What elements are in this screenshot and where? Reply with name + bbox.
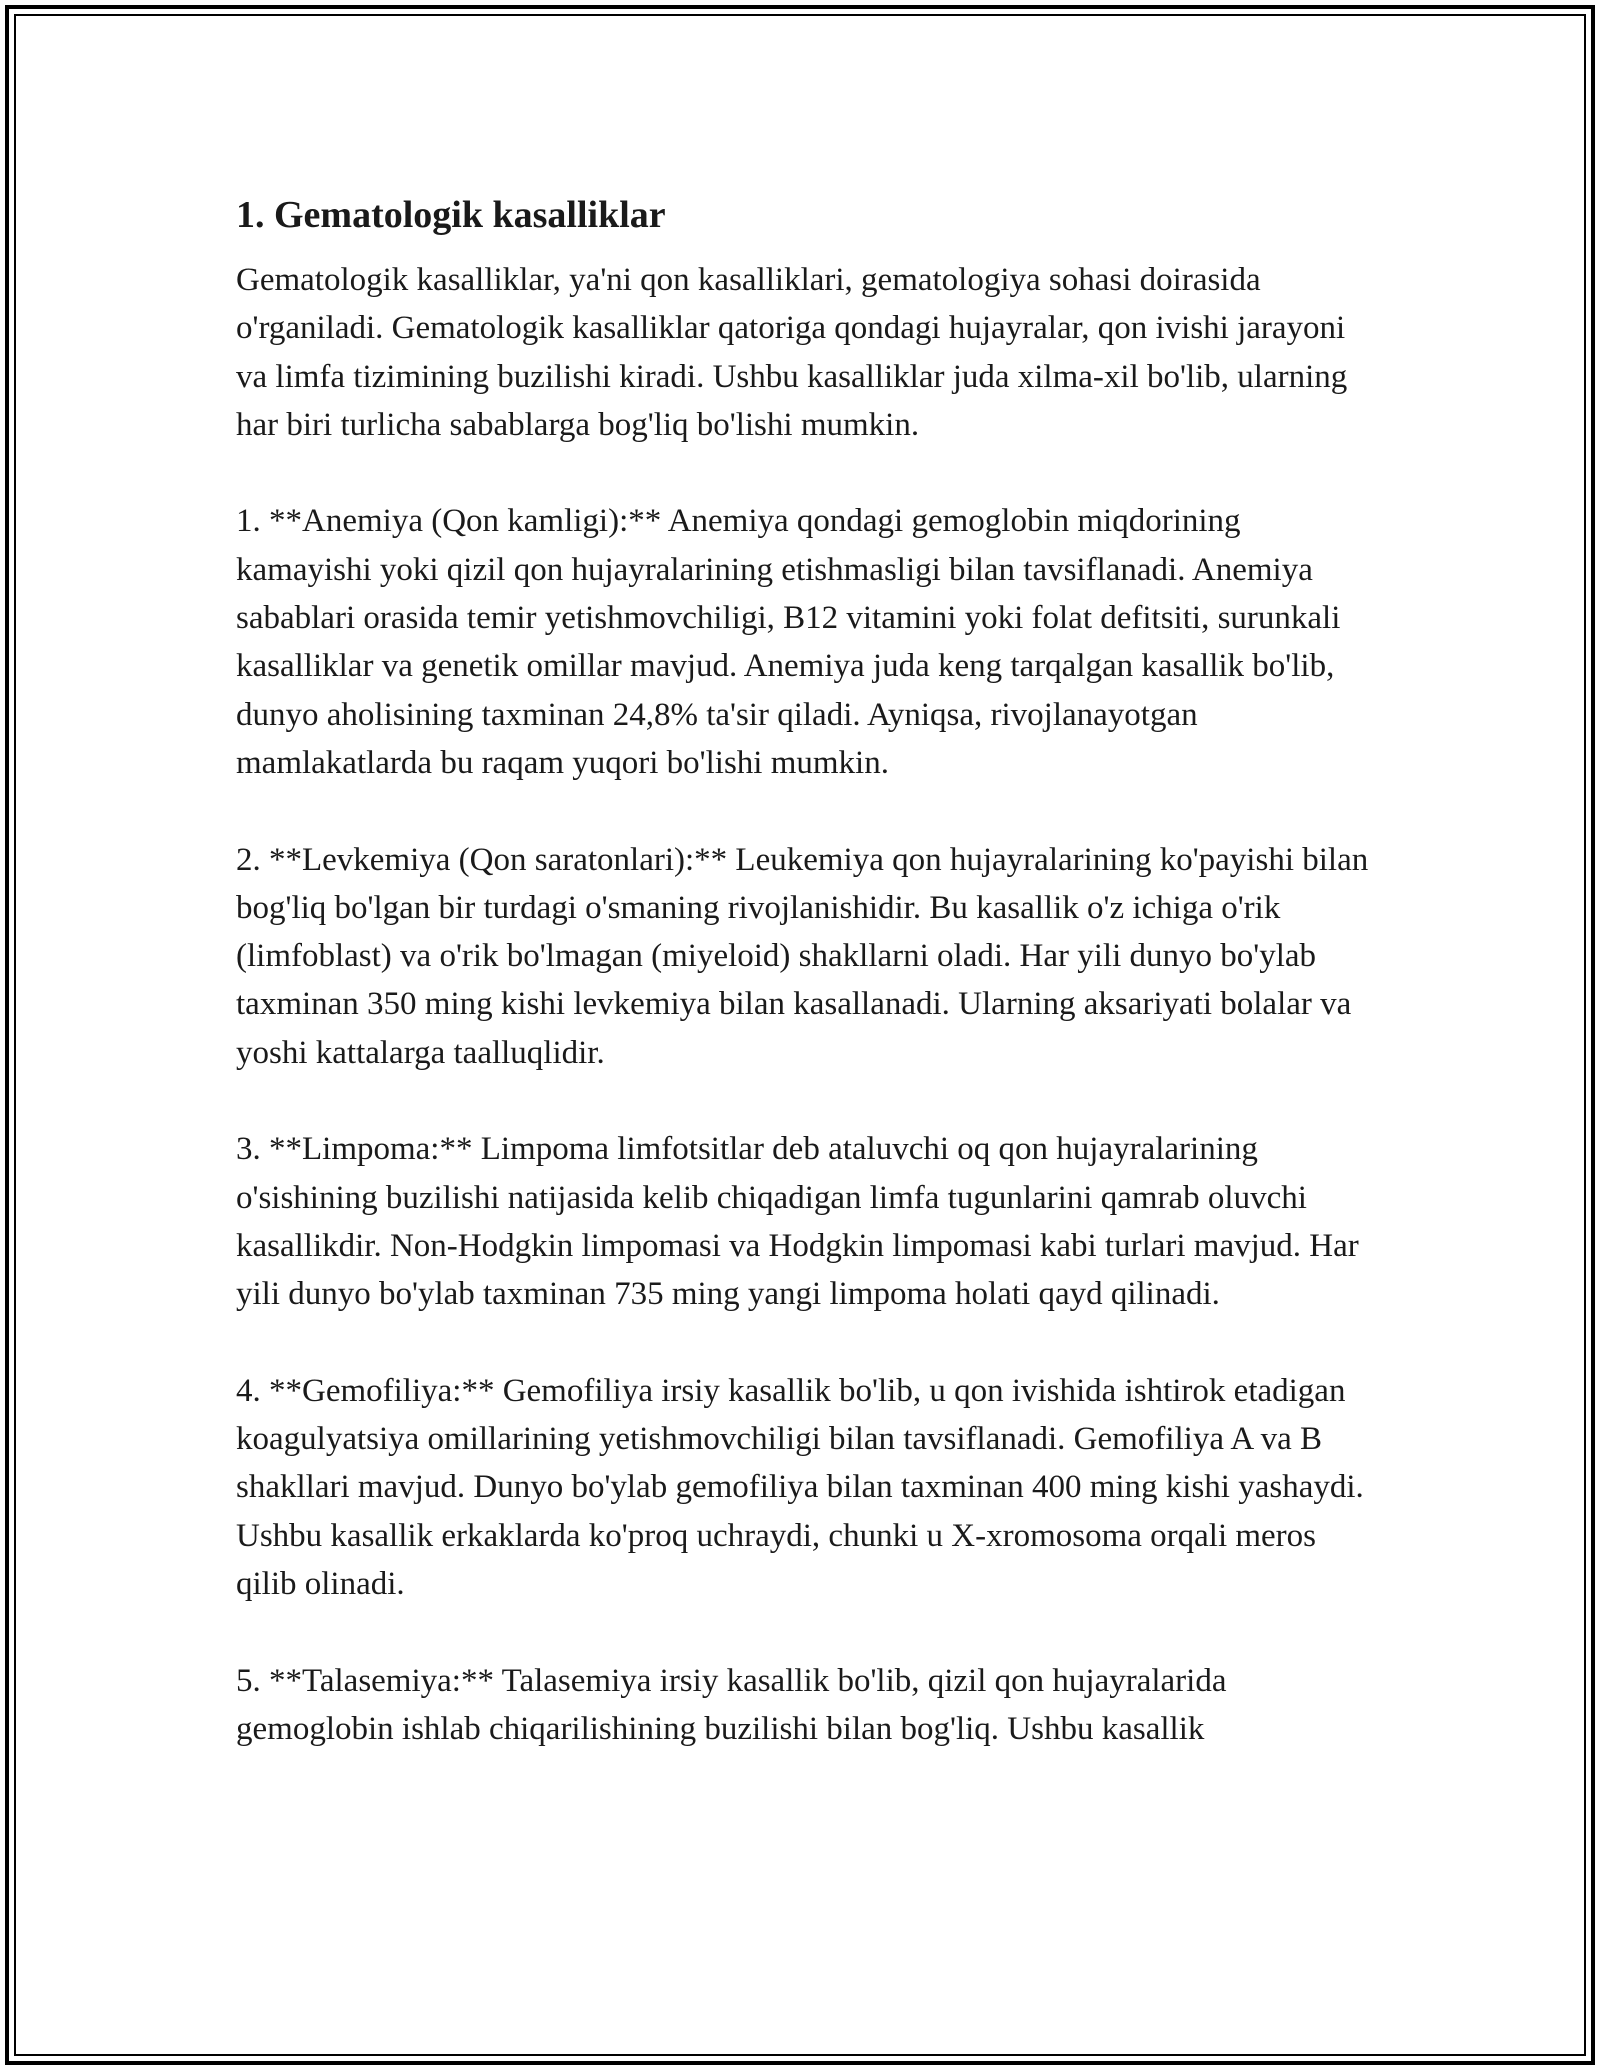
intro-paragraph: Gematologik kasalliklar, ya'ni qon kasalliklari, gematologiya sohasi doirasida o'rganiladi. Gematologik kasalliklar qatoriga qondagi hujayralar, qon ivishi jarayoni va limfa tizimining buzilishi kiradi. Ushbu kasalliklar juda xilma-xil bo'lib, ularning har biri turlicha sabablarga bog'liq bo'lishi mumkin. (236, 262, 1348, 443)
list-item-anemiya: 1. **Anemiya (Qon kamligi):** Anemiya qondagi gemoglobin miqdorining kamayishi yoki qizil qon hujayralarining etishmasligi bilan tavsiflanadi. Anemiya sabablari orasida temir yetishmovchiligi, B12 vitamini yoki folat defitsiti, surunkali kasalliklar va genetik omillar mavjud. Anemiya juda keng tarqalgan kasallik bo'lib, dunyo aholisining taxminan 24,8% ta'sir qiladi. Ayniqsa, rivojlanayotgan mamlakatlarda bu raqam yuqori bo'lishi mumkin. (236, 503, 1341, 781)
list-item-talasemiya: 5. **Talasemiya:** Talasemiya irsiy kasallik bo'lib, qizil qon hujayralarida gemoglobin ishlab chiqarilishining buzilishi bilan bog'liq. Ushbu kasallik (236, 1662, 1227, 1747)
list-item-gemofiliya: 4. **Gemofiliya:** Gemofiliya irsiy kasallik bo'lib, u qon ivishida ishtirok etadigan koagulyatsiya omillarining yetishmovchiligi bilan tavsiflanadi. Gemofiliya A va B shakllari mavjud. Dunyo bo'ylab gemofiliya bilan taxminan 400 ming kishi yashaydi. Ushbu kasallik erkaklarda ko'proq uchraydi, chunki u X-xromosoma orqali meros qilib olinadi. (236, 1372, 1364, 1603)
list-item-levkemiya: 2. **Levkemiya (Qon saratonlari):** Leukemiya qon hujayralarining ko'payishi bilan bog'liq bo'lgan bir turdagi o'smaning rivojlanishidir. Bu kasallik o'z ichiga o'rik (limfoblast) va o'rik bo'lmagan (miyeloid) shakllarni oladi. Har yili dunyo bo'ylab taxminan 350 ming kishi levkemiya bilan kasallanadi. Ularning aksariyati bolalar va yoshi kattalarga taalluqlidir. (236, 841, 1369, 1071)
page-title: 1. Gematologik kasalliklar (236, 194, 666, 236)
list-item-limpoma: 3. **Limpoma:** Limpoma limfotsitlar deb ataluvchi oq qon hujayralarining o'sishining buzilishi natijasida kelib chiqadigan limfa tugunlarini qamrab oluvchi kasallikdir. Non-Hodgkin limpomasi va Hodgkin limpomasi kabi turlari mavjud. Har yili dunyo bo'ylab taxminan 735 ming yangi limpoma holati qayd qilinadi. (236, 1131, 1359, 1313)
document-body (236, 184, 1376, 1753)
